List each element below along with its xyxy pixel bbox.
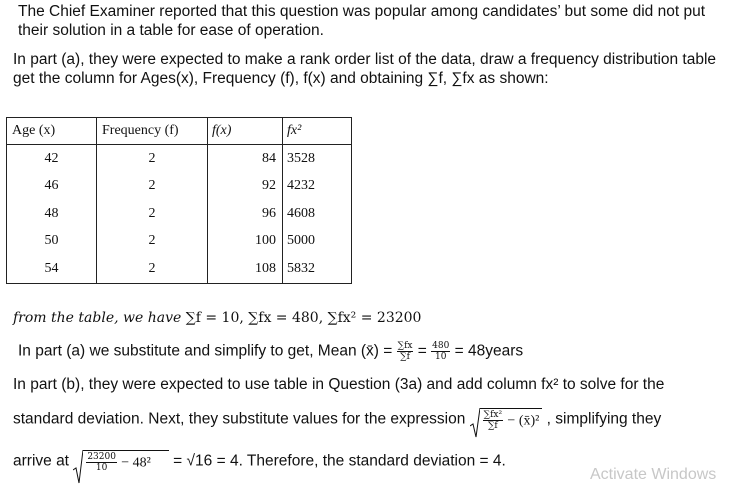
sd-lead: standard deviation. Next, they substitute values for the expression xyxy=(13,410,466,428)
cell-fx: 92 xyxy=(208,173,283,201)
header-fx: f(x) xyxy=(208,118,283,145)
arrive-radical xyxy=(73,450,169,473)
mean-equals: = xyxy=(417,342,427,360)
cell-age: 48 xyxy=(7,200,97,228)
frac-denominator: ∑f xyxy=(400,352,410,362)
table-row xyxy=(7,200,352,228)
cell-frequency: 2 xyxy=(97,255,208,283)
header-fx2: fx² xyxy=(283,118,352,145)
cell-fx2: 3528 xyxy=(283,145,352,173)
frequency-table xyxy=(6,117,352,284)
frac-denominator: 10 xyxy=(435,352,447,362)
sum-fx2: ∑fx² = 23200 xyxy=(327,310,422,326)
cell-frequency: 2 xyxy=(97,228,208,256)
frac-denominator: 10 xyxy=(95,463,108,473)
sum-f: ∑f = 10, xyxy=(185,310,244,326)
cell-fx: 100 xyxy=(208,228,283,256)
summary-lead: from the table, we have xyxy=(13,310,182,326)
cell-fx2: 4608 xyxy=(283,200,352,228)
arrive-lead: arrive at xyxy=(13,452,69,470)
sum-fx: ∑fx = 480, xyxy=(248,310,324,326)
mean-lead: In part (a) we substitute and simplify to get, Mean (x̄) = xyxy=(18,342,393,360)
table-row xyxy=(7,173,352,201)
mean-line xyxy=(18,341,523,362)
summary-line xyxy=(13,310,421,326)
intro-paragraph: The Chief Examiner reported that this question was popular among candidates’ but some did not put their solution in a table for ease of operation. xyxy=(18,3,705,39)
cell-frequency: 2 xyxy=(97,145,208,173)
cell-fx: 96 xyxy=(208,200,283,228)
cell-fx2: 4232 xyxy=(283,173,352,201)
sd-mean-term: − (x̄)² xyxy=(507,413,540,429)
header-age: Age (x) xyxy=(7,118,97,145)
activate-windows-watermark: Activate Windows xyxy=(590,466,717,483)
table-header-row xyxy=(7,118,352,145)
cell-age: 54 xyxy=(7,255,97,283)
radical-sign-icon xyxy=(470,408,480,438)
cell-fx: 84 xyxy=(208,145,283,173)
cell-fx: 108 xyxy=(208,255,283,283)
sd-line xyxy=(13,408,661,431)
frac-numerator: ∑fx xyxy=(397,341,413,351)
header-frequency: Frequency (f) xyxy=(97,118,208,145)
arrive-fraction xyxy=(86,452,117,473)
mean-result: = 48years xyxy=(454,342,524,360)
cell-fx2: 5832 xyxy=(283,255,352,283)
arrive-tail: Therefore, the standard deviation = 4. xyxy=(246,452,506,470)
sd-radical xyxy=(470,408,543,431)
cell-frequency: 2 xyxy=(97,200,208,228)
frac-numerator: ∑fx² xyxy=(483,410,503,420)
mean-fraction-symbolic xyxy=(397,341,414,362)
arrive-square-term: − 48² xyxy=(121,455,151,471)
cell-age: 42 xyxy=(7,145,97,173)
frac-denominator: ∑f xyxy=(488,421,498,431)
frac-numerator: 480 xyxy=(432,341,450,351)
part-a-paragraph: In part (a), they were expected to make a rank order list of the data, draw a frequency distribution table get the column for Ages(x), Frequency (f), f(x) and obtaining ∑f, ∑fx as shown: xyxy=(13,51,717,87)
cell-age: 50 xyxy=(7,228,97,256)
frac-numerator: 23200 xyxy=(87,452,116,462)
sd-tail: , simplifying they xyxy=(546,410,662,428)
sd-fraction xyxy=(483,410,503,431)
arrive-line xyxy=(13,450,506,473)
cell-age: 46 xyxy=(7,173,97,201)
table-row xyxy=(7,145,352,173)
cell-fx2: 5000 xyxy=(283,228,352,256)
mean-fraction-numeric xyxy=(431,341,450,362)
part-b-line: In part (b), they were expected to use table in Question (3a) and add column fx² to solve for the xyxy=(13,376,665,393)
cell-frequency: 2 xyxy=(97,173,208,201)
radical-sign-icon xyxy=(73,450,83,484)
table-row xyxy=(7,228,352,256)
table-row xyxy=(7,255,352,283)
arrive-equals: = √16 = 4. xyxy=(173,452,243,470)
